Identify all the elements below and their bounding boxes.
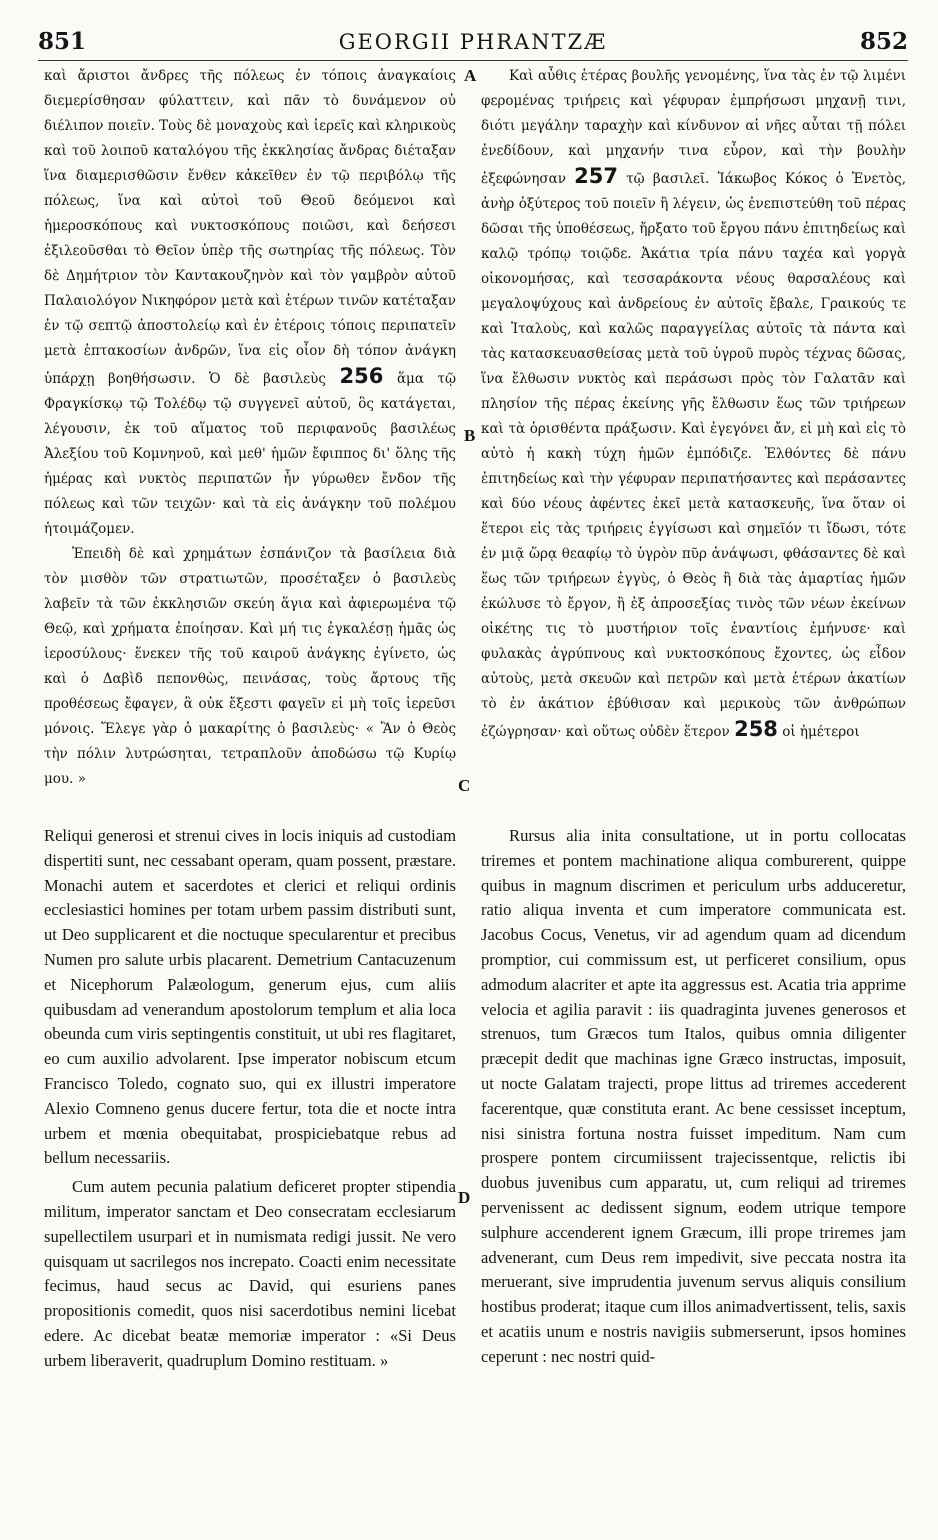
margin-letter-c: C [458,776,471,795]
latin-left-paragraph-1: Reliqui generosi et strenui cives in locis iniquis ad custodiam dispertiti sunt, nec cessabant operam, quam possent, præstare. Monachi autem et sacerdotes et clerici et reliqui ordinis ecclesiastici homines per totam urbem passim distributi sunt, ut Deo supplicarent et die noctuque specularentur et precibus Numen pro salute urbis placarent. Demetrium Cantacuzenum et Nicephorum Palæologum, generum ejus, cum aliis quibusdam ad venerandum apostolorum templum et alia loca obeunda cum viris septingentis constituit, ut ubi res flagitaret, eo cum auxilio advolarent. Ipse imperator nobiscum etcum Francisco Toledo, cognato suo, qui ex illustri imperatore Alexio Comneno genus ducere fertur, tota die et nocte intra urbem et mœnia obequitabat, prospiciebatque rebus ad bellum necessariis. [44,826,456,1168]
greek-left-paragraph-1 [44,64,456,542]
latin-right-paragraph-1: Rursus alia inita consultatione, ut in portu collocatas triremes et pontem machinatione aliqua comburerent, quippe quibus in magnum discrimen et periculum urbs adduceretur, ratio aliqua inventa et cum imperatore communicata est. Jacobus Cocus, Venetus, vir ad agendum quam ad dicendum promptior, cui commissum est, ut perficeret consilium, opus admodum alacriter et apte ita aggressus est. Acatia tria apprime velocia et agilia paravit : iis quadraginta juvenes generosos et strenuos, tum Græcos tum Italos, quibus omnia diligenter præcepit dedit que machinas igne Græco instructas, imposuit, ut nocte Galatam trajecti, prope littus ad triremes accederent facerentque, quæ constituta erant. Ac bene cessisset inceptum, nisi sinistra fortuna nostra fuisset impeditum. Nam cum prospere pontem circumiissent trajecissentque, relictis ibi duobus juvenibus cum apparatu, ut, cum reliqui ad triremes pervenissent ac dedissent signum, eodem utrique tempore sulphure accenderent ignem Græcum, illi prope triremes jam advenerant, cum Deus rem impedivit, sive peccata nostra ita meruerant, sive imprudentia juvenum servus aliquis consilium hostibus proderat; itaque cum illos animadvertissent, telis, saxis et acatiis unum e nostris navigiis submerserunt, ipsos homines ceperunt : nec nostri quid- [481,826,906,1366]
greek-left-paragraph-2: Ἐπειδὴ δὲ καὶ χρημάτων ἐσπάνιζον τὰ βασίλεια διὰ τὸν μισθὸν τῶν στρατιωτῶν, προσέταξεν ὁ βασιλεὺς λαβεῖν τὰ τῶν ἐκκλησιῶν σκεύη ἅγια καὶ ἀφιερωμένα τῷ Θεῷ, καὶ χρήματα ἐποίησαν. Καὶ μή τις ἐγκαλέσῃ ἡμᾶς ὡς ἱεροσύλους· ἕνεκεν τῆς τοῦ καιροῦ ἀνάγκης ἐγίνετο, ὡς καὶ ὁ Δαβὶδ πεπονθὼς, πεινάσας, τοὺς ἄρτους τῆς προθέσεως ἔφαγεν, ἃ οὐκ ἔξεστι φαγεῖν εἰ μὴ τοῖς ἱερεῦσι μόνοις. Ἔλεγε γὰρ ὁ μακαρίτης ὁ βασιλεὺς· « Ἂν ὁ Θεὸς τὴν πόλιν λυτρώσηται, τετραπλοῦν ἀποδώσω τῷ Κυρίῳ μου. » [44,546,456,787]
page-header [38,28,908,64]
margin-letter-d: D [458,1188,471,1207]
marginal-number-257: 257 [574,164,619,188]
marginal-number-256: 256 [339,364,384,388]
greek-right-text-c: οἱ ἡμέτεροι [782,724,860,740]
latin-column-left [44,824,456,1514]
greek-left-text-a: καὶ ἄριστοι ἄνδρες τῆς πόλεως ἐν τόποις ἀναγκαίοις διεμερίσθησαν φύλαττειν, καὶ πᾶν τὸ δυνάμενον οὐ διέλιπον ποιεῖν. Τοὺς δὲ μοναχοὺς καὶ ἱερεῖς καὶ κληρικοὺς καὶ τοῦ λοιποῦ καταλόγου τῆς ἐκκλησίας ἄνδρας διέταξαν ἵνα διαμερισθῶσιν ἔνθεν κἀκεῖθεν ἐν τῷ περιβόλῳ τῆς πόλεως, ἵνα καὶ αὐτοὶ τοῦ Θεοῦ δεόμενοι καὶ ἡμεροσκόπους καὶ νυκτοσκόπους ποιῶσι, καὶ δεήσεσι ἐξιλεοῦσθαι τὸ Θεῖον ὑπὲρ τῆς σωτηρίας τῆς πόλεως. Τὸν δὲ Δημήτριον τὸν Καντακουζηνὸν καὶ τὸν γαμβρὸν αὐτοῦ Παλαιολόγον Νικηφόρον μετὰ καὶ ἑτέρων τινῶν κατέταξαν ἐν τῷ σεπτῷ ἀποστολείῳ καὶ ἐν ἑτέροις τόποις περιπατεῖν μετὰ ἑπτακοσίων ἀνδρῶν, ἵνα εἰς οἷον δὴ τόπον ἀνάγκη ὑπάρχῃ βοηθήσωσιν. Ὁ δὲ βασιλεὺς [44,68,456,387]
greek-column-left [44,64,456,808]
running-title: GEORGII PHRANTZÆ [338,30,608,54]
marginal-number-258: 258 [734,717,778,741]
greek-right-paragraph-1 [481,64,906,745]
header-rule [38,60,908,61]
greek-right-text-b: τῷ βασιλεῖ. Ἰάκωβος Κόκος ὁ Ἐνετὸς, ἀνὴρ ὀξύτερος τοῦ ποιεῖν ἢ λέγειν, ὡς ἐνεπιστεύθη τοῦ πέρας δῶσαι τῆς ὑποθέσεως, ἤρξατο τοῦ ἔργου πάνυ ἐπιτηδείως καὶ καλῷ τρόπῳ τοιῷδε. Ἀκάτια τρία πάνυ ταχέα καὶ γοργὰ οἰκονομήσας, καὶ τεσσαράκοντα νέους θαρσαλέους καὶ μεγαλοψύχους καὶ ἀνδρείους ἐν αὐτοῖς ἔβαλε, Γραικούς τε καὶ Ἰταλοὺς, καὶ καλῶς παραγγείλας αὐτοῖς τὰ πάντα καὶ τὰς κατασκευασθείσας μετὰ τοῦ ὑγροῦ πυρὸς τέχνας δῶσας, ἵνα ἔλθωσιν νυκτὸς καὶ περάσωσι πρὸς τὸν Γαλατᾶν καὶ πλησίον τῆς πέρας ἐκείνης γῆς ἔλθωσιν ἕως τῶν τριήρεων καὶ τὰ ὁρισθέντα πράξωσιν. Καὶ ἐγεγόνει ἄν, εἰ μὴ καὶ εἰς τὸ αὐτὸ ἡ κακὴ τύχη ἡμῶν ἐμπόδιζε. Ἐλθόντες δὲ πάνυ ἐπιτηδείως καὶ τὴν γέφυραν περιπατήσαντες καὶ περάσαντες καὶ δύο νέους ἀφέντες ἐκεῖ μετὰ κατασκευῆς, ἵνα ὅταν οἱ ἕτεροι εἰς τὰς τριήρεις ἐγγίσωσι καὶ σημεῖόν τι ἴδωσι, τότε ἐν μιᾷ ὥρᾳ θεαφίῳ τὸ ὑγρὸν πῦρ ἀνάψωσι, φθάσαντες δὲ καὶ ἕως τῶν τριήρεων ἐγγὺς, ὁ Θεὸς ἢ διὰ τὰς ἁμαρτίας ἡμῶν ἐκώλυσε τὸ ἔργον, ἢ ἐξ ἀπροσεξίας τινὸς τῶν νέων ἐκείνων οἰκέτης τις τὸ μυστήριον τοῖς ἐναντίοις ἐμήνυσε· καὶ φυλακὰς ἀγρύπνους καὶ νυκτοσκόπους ἔχοντες, ὡς εἶδον αὐτοὺς, μετὰ σκευῶν καὶ πετρῶν καὶ μετὰ ἑτέρων ἀκατίων τὸ ἐν ἀκάτιον ἐβύθισαν καὶ μερικοὺς τῶν ἀνθρώπων ἐζώγρησαν· καὶ οὕτως οὐδὲν ἕτερον [481,171,906,740]
latin-left-paragraph-2: Cum autem pecunia palatium deficeret propter stipendia militum, imperator sanctam et Deo consecratam ecclesiarum supellectilem usurpari et in numismata redigi jussit. Ne vero quisquam ut sacrilegos nos increpato. Coacti enim necessitate fecimus, haud secus ac David, qui esuriens panes propositionis comedit, quos nisi sacerdotibus nemini licebat edere. Ac dicebat beatæ memoriæ imperator : «Si Deus urbem liberaverit, quadruplum Domino restituam. » [44,1177,456,1370]
greek-column-right [481,64,906,808]
margin-letter-b: B [464,426,476,445]
latin-column-right [481,824,906,1514]
page-number-right: 852 [859,28,908,55]
greek-left-text-b: ἅμα τῷ Φραγκίσκῳ τῷ Τολέδῳ τῷ συγγενεῖ αὐτοῦ, ὃς κατάγεται, λέγουσιν, ἐκ τοῦ αἵματος τοῦ περιφανοῦς βασιλέως Ἀλεξίου τοῦ Κομνηνοῦ, καὶ μεθ' ἡμῶν ἔφιππος δι' ὅλης τῆς ἡμέρας καὶ νυκτὸς περιπατῶν ἦν γύρωθεν ἔνδον τῆς πόλεως καὶ τῶν τειχῶν· καὶ τὰ εἰς ἀνάγκην τοῦ πολέμου ἡτοιμάζομεν. [44,371,456,537]
page-number-left: 851 [38,28,87,55]
greek-right-text-a: Καὶ αὖθις ἑτέρας βουλῆς γενομένης, ἵνα τὰς ἐν τῷ λιμένι φερομένας τριήρεις καὶ γέφυραν ἐμπρήσωσι μηχανῇ τινι, διότι μεγάλην ταραχὴν καὶ κίνδυνον αἱ νῆες αὗται τῇ πόλει ἐνεδίδουν, καὶ μηχανήν τινα εὗρον, καὶ τὴν βουλὴν ἐξεφώνησαν [481,68,906,187]
margin-letter-a: A [464,66,477,85]
